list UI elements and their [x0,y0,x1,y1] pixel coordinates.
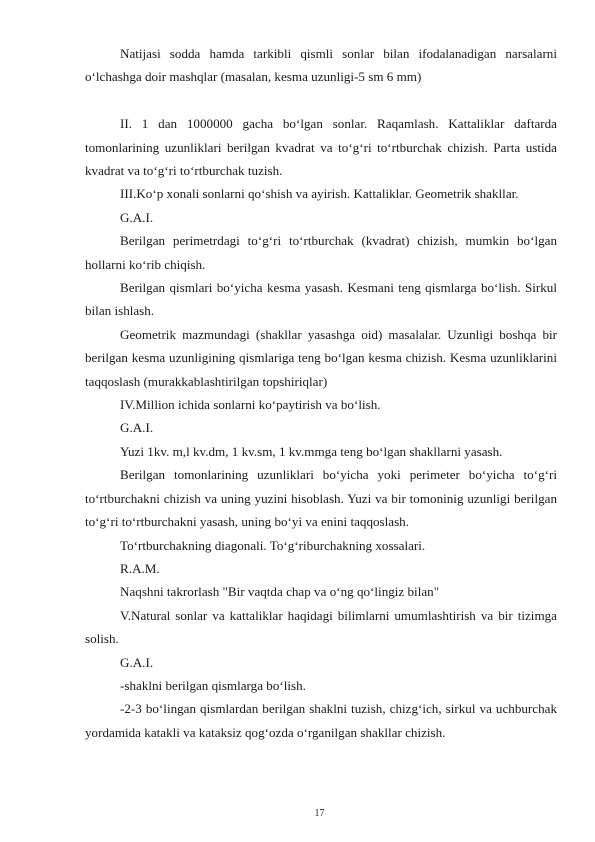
paragraph-section-iii: III.Koʻp xonali sonlarni qoʻshish va ayirish. Kattaliklar. Geometrik shakllar. [120,186,519,202]
paragraph-gai-3: G.A.I. [120,654,154,670]
paragraph-gai-2: G.A.I. [120,420,154,436]
paragraph-1: Natijasi sodda hamda tarkibli qismli sonlar bilan ifodalanadigan narsalarni oʻlchashga doir mashqlar (masalan, kesma uzunligi-5 sm 6 mm) [85,46,557,85]
paragraph-section-ii: II. 1 dan 1000000 gacha boʻlgan sonlar. Raqamlash. Kattaliklar daftarda tomonlarining uzunliklari berilgan kvadrat va toʻgʻri toʻrtburchak chizish. Parta ustida kvadrat va toʻgʻri toʻrtburchak tuzish. [85,116,557,179]
paragraph-perimeter: Berilgan perimetrdagi toʻgʻri toʻrtburchak (kvadrat) chizish, mumkin boʻlgan hollarni koʻrib chiqish. [85,233,557,272]
paragraph-shape-drawing: -2-3 boʻlingan qismlardan berilgan shaklni tuzish, chizgʻich, sirkul va uchburchak yordamida katakli va kataksiz qogʻozda oʻrganilgan shakllar chizish. [85,701,557,740]
paragraph-ram: R.A.M. [120,560,160,576]
paragraph-rectangle-area: Berilgan tomonlarining uzunliklari boʻyicha yoki perimeter boʻyicha toʻgʻri toʻrtburchakni chizish va uning yuzini hisoblash. Yuzi va bir tomoninig uzunligi berilgan toʻgʻri toʻrtburchakni yasash, uning boʻyi va enini taqqoslash. [85,467,557,530]
paragraph-area-shapes: Yuzi 1kv. m,l kv.dm, 1 kv.sm, 1 kv.mmga teng boʻlgan shakllarni yasash. [120,443,503,459]
paragraph-shape-parts: -shaklni berilgan qismlarga boʻlish. [120,677,306,693]
paragraph-geometric-tasks: Geometrik mazmundagi (shakllar yasashga oid) masalalar. Uzunligi boshqa bir berilgan kesma uzunligining qismlariga teng boʻlgan kesma chizish. Kesma uzunliklarini taqqoslash (murakkablashtirilgan topshiriqlar) [85,326,557,389]
paragraph-gai-1: G.A.I. [120,209,154,225]
paragraph-section-v: V.Natural sonlar va kattaliklar haqidagi bilimlarni umumlashtirish va bir tizimga solish. [85,607,557,647]
page-number: 17 [314,808,325,819]
paragraph-section-iv: IV.Million ichida sonlarni koʻpaytirish va boʻlish. [120,397,381,413]
paragraph-diagonal: Toʻrtburchakning diagonali. Toʻgʻriburchakning xossalari. [120,537,426,553]
document-body [85,42,557,744]
paragraph-blank [85,89,557,112]
paragraph-segment: Berilgan qismlari boʻyicha kesma yasash. Kesmani teng qismlarga boʻlish. Sirkul bilan ishlash. [85,280,557,319]
paragraph-pattern: Naqshni takrorlash "Bir vaqtda chap va oʻng qoʻlingiz bilan" [120,584,440,600]
